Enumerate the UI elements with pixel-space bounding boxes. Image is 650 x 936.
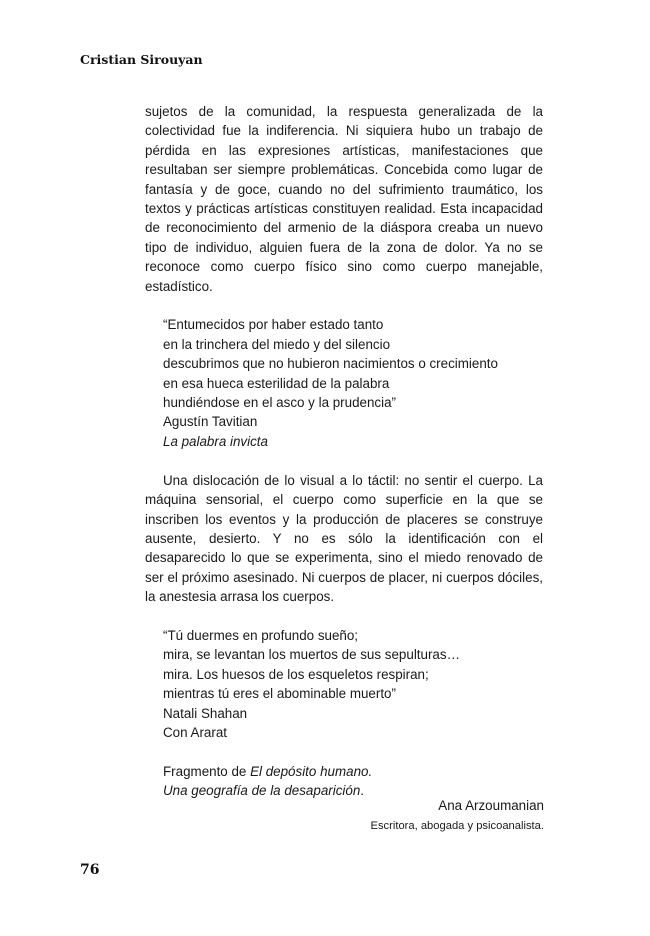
- quote-line: descubrimos que no hubieron nacimientos o crecimiento: [163, 356, 498, 372]
- quote-work-title: La palabra invicta: [163, 433, 268, 449]
- fragment-line-1: [163, 762, 543, 781]
- page-body: [145, 102, 543, 801]
- quote-author: Agustín Tavitian: [163, 414, 258, 430]
- quote-line: “Tú duermes en profundo sueño;: [163, 627, 359, 643]
- signature-block: [370, 796, 544, 836]
- quote-line: mira, se levantan los muertos de sus sepulturas…: [163, 647, 460, 663]
- quote-line: mientras tú eres el abominable muerto”: [163, 686, 396, 702]
- fragment-note: [163, 762, 543, 801]
- signature-name: Ana Arzoumanian: [438, 798, 544, 813]
- quote-line: en la trinchera del miedo y del silencio: [163, 336, 391, 352]
- fragment-title-1: El depósito humano.: [250, 763, 373, 779]
- fragment-prefix: Fragmento de: [163, 763, 251, 779]
- quote-line: “Entumecidos por haber estado tanto: [163, 317, 384, 333]
- quote-line: mira. Los huesos de los esqueletos respiran;: [163, 666, 429, 682]
- paragraph-1: sujetos de la comunidad, la respuesta generalizada de la colectividad fue la indiferencia. Ni siquiera hubo un trabajo de pérdida en las expresiones artísticas, manifestaciones que resultaban ser siempre problemáticas. Concebida como lugar de fantasía y de goce, cuando no del sufrimiento traumático, los textos y prácticas artísticas constituyen realidad. Esta incapacidad de reconocimiento del armenio de la diáspora creaba un nuevo tipo de individuo, alguien fuera de la zona de dolor. Ya no se reconoce como cuerpo físico sino como cuerpo manejable, estadístico.: [145, 104, 543, 294]
- page-number: 76: [80, 862, 100, 878]
- signature-role: Escritora, abogada y psicoanalista.: [370, 820, 544, 832]
- running-head: Cristian Sirouyan: [80, 52, 203, 67]
- fragment-title-2: Una geografía de la desaparición: [163, 783, 361, 799]
- paragraph-2: Una dislocación de lo visual a lo táctil: no sentir el cuerpo. La máquina sensorial, el cuerpo como superficie en la que se inscriben los eventos y la producción de placeres se construye ausente, desierto. Y no es sólo la identificación con el desaparecido lo que se experimenta, sino el miedo renovado de ser el próximo asesinado. Ni cuerpos de placer, ni cuerpos dóciles, la anestesia arrasa los cuerpos.: [145, 472, 543, 605]
- quote-author: Natali Shahan: [163, 705, 248, 721]
- quote-block-1: [163, 315, 543, 451]
- quote-block-2: [163, 626, 543, 742]
- quote-work-title: Con Ararat: [163, 724, 228, 740]
- quote-line: en esa hueca esterilidad de la palabra: [163, 375, 390, 391]
- quote-line: hundiéndose en el asco y la prudencia”: [163, 395, 397, 411]
- fragment-suffix: .: [360, 783, 365, 799]
